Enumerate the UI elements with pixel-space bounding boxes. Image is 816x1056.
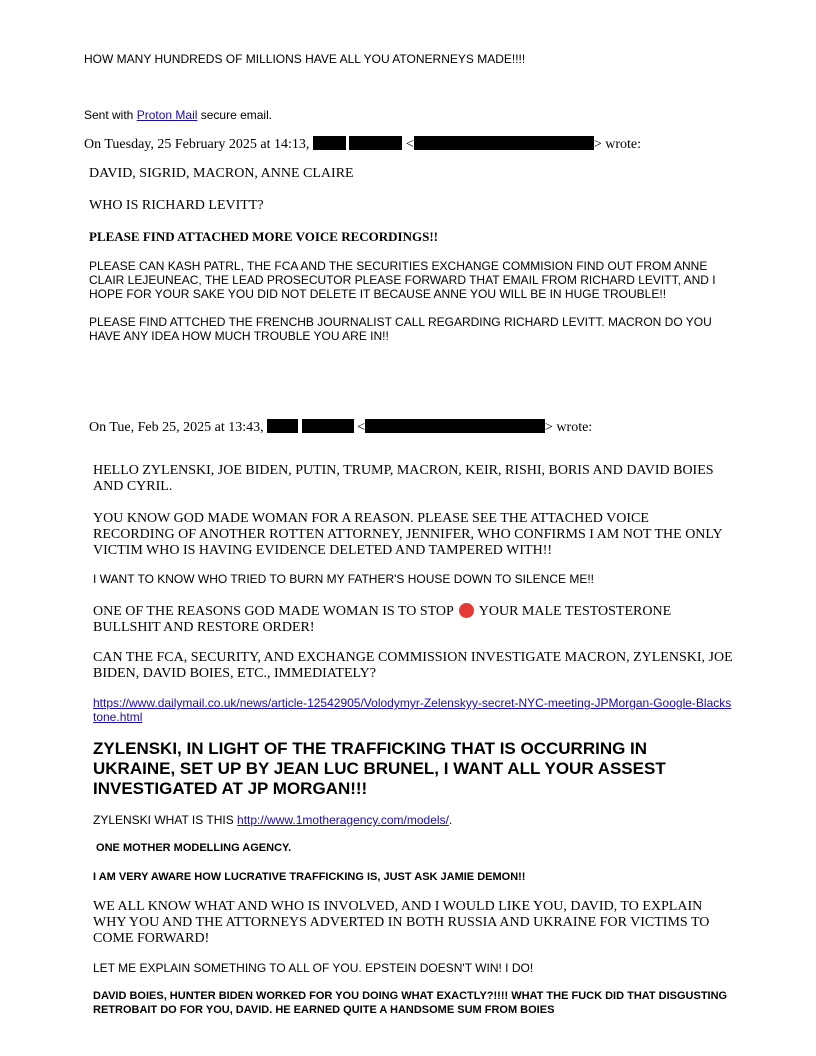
redacted-first-name bbox=[313, 136, 346, 150]
redacted-last-name bbox=[302, 419, 354, 433]
reasons-paragraph: ONE OF THE REASONS GOD MADE WOMAN IS TO STOP YOUR MALE TESTOSTERONE BULLSHIT AND RESTORE ORDER! bbox=[93, 604, 672, 635]
stop-sign-icon bbox=[459, 603, 474, 618]
question-line: WHO IS RICHARD LEVITT? bbox=[89, 198, 264, 213]
boies-paragraph: DAVID BOIES, HUNTER BIDEN WORKED FOR YOU DOING WHAT EXACTLY?!!!! WHAT THE FUCK DID THAT DISGUSTING RETROBAIT DO FOR YOU, DAVID. HE EARNED QUITE A HANDSOME SUM FROM BOIES bbox=[93, 990, 728, 1016]
hello-paragraph: HELLO ZYLENSKI, JOE BIDEN, PUTIN, TRUMP, MACRON, KEIR, RISHI, BORIS AND DAVID BOIES AND CYRIL. bbox=[93, 463, 714, 494]
paragraph-kash: PLEASE CAN KASH PATRL, THE FCA AND THE SECURITIES EXCHANGE COMMISION FIND OUT FROM ANNE CLAIR LEJEUNEAC, THE LEAD PROSECUTOR PLEASE FORWARD THAT EMAIL FROM RICHARD LEVITT, AND I HOPE FOR YOUR SAKE YOU DID NOT DELETE IT BECAUSE ANNE YOU WILL BE IN HUGE TROUBLE!! bbox=[89, 259, 716, 301]
explain-line: LET ME EXPLAIN SOMETHING TO ALL OF YOU. EPSTEIN DOESN'T WIN! I DO! bbox=[93, 961, 534, 975]
redacted-first-name bbox=[267, 419, 298, 433]
agency-line: ONE MOTHER MODELLING AGENCY. bbox=[93, 842, 292, 854]
redacted-last-name bbox=[349, 136, 402, 150]
god-paragraph: YOU KNOW GOD MADE WOMAN FOR A REASON. PLEASE SEE THE ATTACHED VOICE RECORDING OF ANOTHER ROTTEN ATTORNEY, JENNIFER, WHO CONFIRMS I AM NOT THE ONLY VICTIM WHO IS HAVING EVIDENCE DELETED AND TAMPERED WITH!! bbox=[93, 511, 723, 558]
weall-paragraph: WE ALL KNOW WHAT AND WHO IS INVOLVED, AND I WOULD LIKE YOU, DAVID, TO EXPLAIN WHY YOU AND THE ATTORNEYS ADVERTED IN BOTH RUSSIA AND UKRAINE FOR VICTIMS TO COME FORWARD! bbox=[93, 899, 710, 946]
what-is-this-line: ZYLENSKI WHAT IS THIS http://www.1motheragency.com/models/. bbox=[93, 813, 453, 827]
quote-header-2: On Tue, Feb 25, 2025 at 13:43, < > wrote: bbox=[89, 420, 593, 435]
signature-line: Sent with Proton Mail secure email. bbox=[84, 108, 273, 122]
fca-paragraph: CAN THE FCA, SECURITY, AND EXCHANGE COMMISSION INVESTIGATE MACRON, ZYLENSKI, JOE BIDEN, DAVID BOIES, ETC., IMMEDIATELY? bbox=[93, 650, 733, 681]
recipients-line: DAVID, SIGRID, MACRON, ANNE CLAIRE bbox=[89, 166, 354, 181]
opening-line: HOW MANY HUNDREDS OF MILLIONS HAVE ALL YOU ATONERNEYS MADE!!!! bbox=[84, 52, 526, 66]
redacted-email bbox=[414, 136, 594, 150]
dailymail-paragraph bbox=[93, 696, 733, 724]
paragraph-journalist: PLEASE FIND ATTCHED THE FRENCHB JOURNALIST CALL REGARDING RICHARD LEVITT. MACRON DO YOU HAVE ANY IDEA HOW MUCH TROUBLE YOU ARE IN!! bbox=[89, 315, 712, 343]
proton-mail-link[interactable]: Proton Mail bbox=[136, 108, 198, 122]
burn-paragraph: I WANT TO KNOW WHO TRIED TO BURN MY FATHER'S HOUSE DOWN TO SILENCE ME!! bbox=[93, 572, 595, 586]
dailymail-link[interactable]: https://www.dailymail.co.uk/news/article-12542905/Volodymyr-Zelenskyy-secret-NYC-meeting-JPMorgan-Google-Blackstone.html bbox=[93, 696, 732, 724]
quote-header-1: On Tuesday, 25 February 2025 at 14:13, < > wrote: bbox=[84, 137, 641, 152]
aware-line: I AM VERY AWARE HOW LUCRATIVE TRAFFICKING IS, JUST ASK JAMIE DEMON!! bbox=[93, 871, 526, 883]
redacted-email bbox=[365, 419, 545, 433]
attached-line: PLEASE FIND ATTACHED MORE VOICE RECORDINGS!! bbox=[89, 229, 438, 244]
headline-paragraph: ZYLENSKI, IN LIGHT OF THE TRAFFICKING THAT IS OCCURRING IN UKRAINE, SET UP BY JEAN LUC BRUNEL, I WANT ALL YOUR ASSEST INVESTIGATED AT JP MORGAN!!! bbox=[93, 739, 666, 798]
motheragency-link[interactable]: http://www.1motheragency.com/models/ bbox=[237, 813, 449, 827]
